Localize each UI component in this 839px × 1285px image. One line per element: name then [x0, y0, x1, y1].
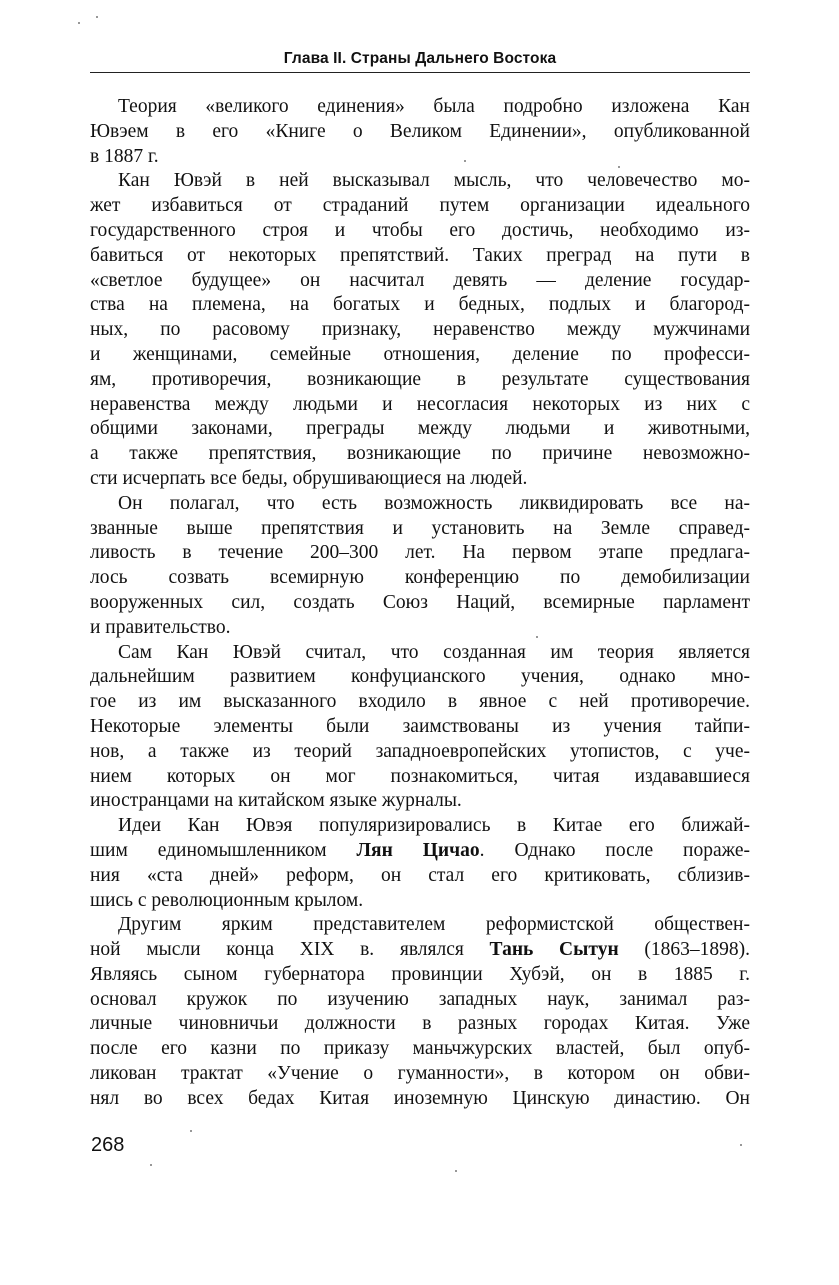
text-line: Ювэем в его «Книге о Великом Единении», опубликованной	[90, 120, 750, 142]
text-line: ных, по расовому признаку, неравенство между мужчинами	[90, 319, 750, 341]
bold-name: Лян Цичао	[356, 839, 480, 861]
text-line: основал кружок по изучению западных наук, занимал раз-	[90, 988, 750, 1010]
scan-speck	[464, 160, 466, 162]
text-line: сти исчерпать все беды, обрушивающиеся на людей.	[90, 467, 528, 489]
text-line: Кан Ювэй в ней высказывал мысль, что человечество мо-	[118, 170, 750, 192]
scan-speck	[455, 1170, 457, 1172]
paragraph-4	[90, 641, 750, 815]
running-header	[90, 46, 750, 73]
text-line: личные чиновничьи должности в разных городах Китая. Уже	[90, 1013, 750, 1035]
paragraph-6	[90, 913, 750, 1111]
text-line: Являясь сыном губернатора провинции Хубэй, он в 1885 г.	[90, 963, 750, 985]
body-text	[90, 95, 750, 1112]
text-line: иностранцами на китайском языке журналы.	[90, 790, 462, 812]
text-line: в 1887 г.	[90, 145, 159, 167]
scan-speck	[96, 16, 98, 18]
text-line: нял во всех бедах Китая иноземную Цинскую династию. Он	[90, 1087, 750, 1109]
text-line: вооруженных сил, создать Союз Наций, всемирные парламент	[90, 591, 750, 613]
text-line: ной мысли конца XIX в. являлся Тань Сытун (1863–1898).	[90, 939, 750, 961]
text-line: бавиться от некоторых препятствий. Таких преград на пути в	[90, 244, 750, 266]
text-line: нов, а также из теорий западноевропейских утопистов, с уче-	[90, 740, 750, 762]
text-line: лось созвать всемирную конференцию по демобилизации	[90, 567, 750, 589]
text-line: и правительство.	[90, 616, 231, 638]
scan-speck	[190, 1130, 192, 1132]
text-line: ликован трактат «Учение о гуманности», в котором он обви-	[90, 1063, 750, 1085]
text-line: Сам Кан Ювэй считал, что созданная им теория является	[118, 641, 750, 663]
text-line: государственного строя и чтобы его достичь, необходимо из-	[90, 219, 750, 241]
text-line: «светлое будущее» он насчитал девять — деление государ-	[90, 269, 750, 291]
bold-name: Тань Сытун	[489, 939, 619, 961]
text-line: Идеи Кан Ювэя популяризировались в Китае его ближай-	[118, 815, 750, 837]
paragraph-5	[90, 814, 750, 913]
text-line: и женщинами, семейные отношения, деление по професси-	[90, 343, 750, 365]
text-line: нием которых он мог познакомиться, читая издававшиеся	[90, 765, 750, 787]
text-line: шим единомышленником Лян Цичао. Однако после пораже-	[90, 839, 750, 861]
text-line: Другим ярким представителем реформистской обществен-	[118, 914, 750, 936]
text-line: неравенства между людьми и несогласия некоторых из них с	[90, 393, 750, 415]
paragraph-2	[90, 169, 750, 491]
text-line: после его казни по приказу маньчжурских властей, был опуб-	[90, 1038, 750, 1060]
text-line: ливость в течение 200–300 лет. На первом этапе предлага-	[90, 542, 750, 564]
text-line: званные выше препятствия и установить на Земле справед-	[90, 517, 750, 539]
text-line: Он полагал, что есть возможность ликвидировать все на-	[118, 492, 750, 514]
scan-speck	[618, 166, 620, 168]
text-line: гое из им высказанного входило в явное с ней противоречие.	[90, 691, 750, 713]
scan-speck	[536, 636, 538, 638]
paragraph-1	[90, 95, 750, 169]
page-number: 268	[91, 1134, 125, 1156]
scan-speck	[78, 22, 80, 24]
scan-speck	[740, 1144, 742, 1146]
text-line: шись с революционным крылом.	[90, 889, 364, 911]
chapter-title: Глава II. Страны Дальнего Востока	[283, 50, 557, 67]
text-line: ства на племена, на богатых и бедных, подлых и благород-	[90, 294, 750, 316]
paragraph-3	[90, 492, 750, 641]
text-line: жет избавиться от страданий путем организации идеального	[90, 195, 750, 217]
text-line: общими законами, преграды между людьми и животными,	[90, 418, 750, 440]
text-line: ям, противоречия, возникающие в результате существования	[90, 368, 750, 390]
text-line: Некоторые элементы были заимствованы из учения тайпи-	[90, 715, 750, 737]
text-line: Теория «великого единения» была подробно изложена Кан	[118, 96, 750, 117]
text-line: а также препятствия, возникающие по причине невозможно-	[90, 443, 750, 465]
text-line: дальнейшим развитием конфуцианского учения, однако мно-	[90, 666, 750, 688]
text-line: ния «ста дней» реформ, он стал его критиковать, сблизив-	[90, 864, 750, 886]
scan-speck	[150, 1164, 152, 1166]
